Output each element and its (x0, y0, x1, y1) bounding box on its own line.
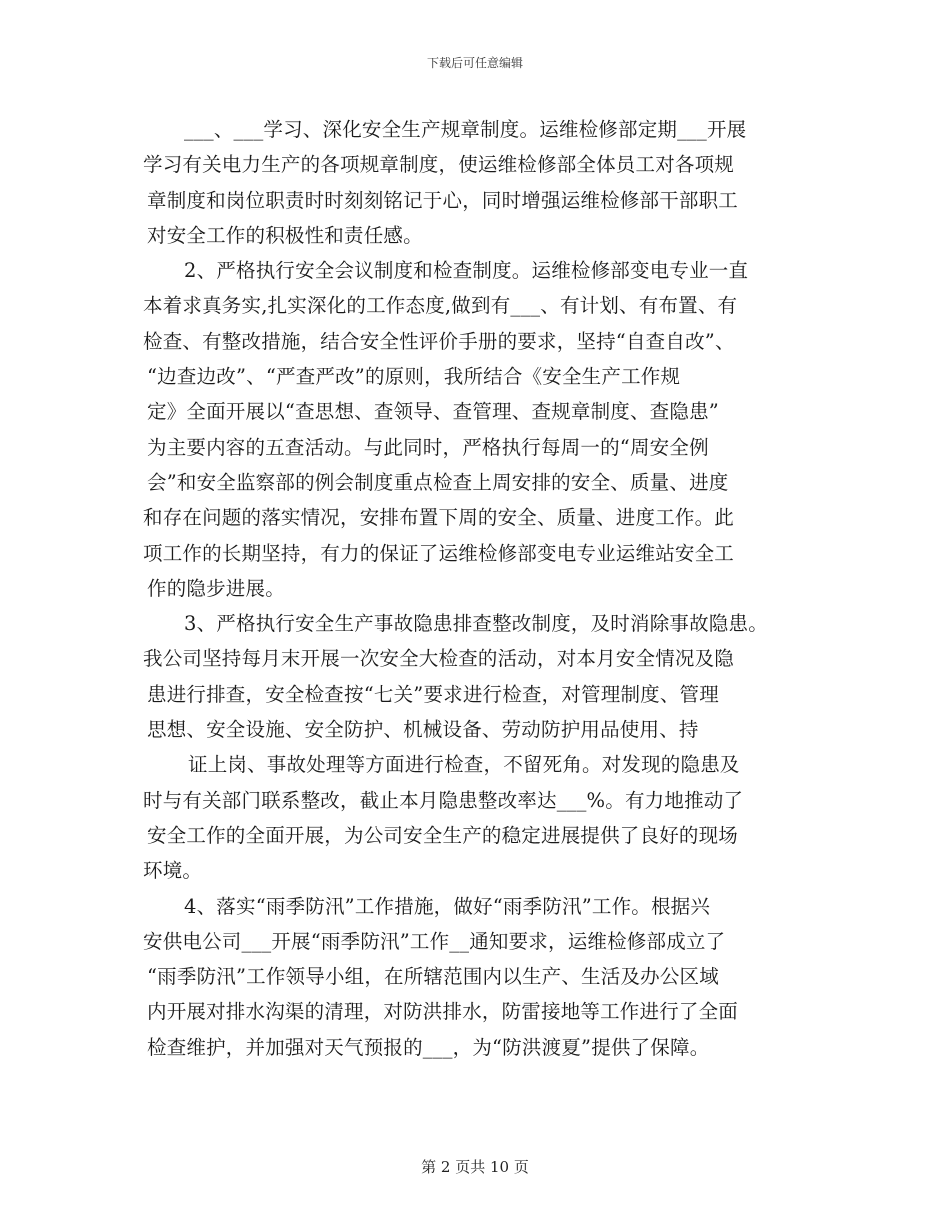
paragraph-1-line-3: 章制度和岗位职责时时刻刻铭记于心，同时增强运维检修部干部职工 (147, 188, 739, 212)
paragraph-2-line-10: 作的隐步进展。 (147, 576, 285, 600)
paragraph-3-line-5: 证上岗、事故处理等方面进行检查，不留死角。对发现的隐患及 (188, 753, 740, 777)
paragraph-3-line-3: 患进行排查，安全检查按“七关”要求进行检查，对管理制度、管理 (147, 682, 719, 706)
paragraph-3-line-7: 安全工作的全面开展，为公司安全生产的稳定进展提供了良好的现场 (147, 823, 739, 847)
paragraph-2-line-1: 2、严格执行安全会议制度和检查制度。运维检修部变电专业一直 (184, 259, 749, 283)
paragraph-2-line-2: 本着求真务实,扎实深化的工作态度,做到有___、有计划、有布置、有 (143, 294, 738, 318)
paragraph-2-line-9: 项工作的长期坚持，有力的保证了运维检修部变电专业运维站安全工 (143, 541, 735, 565)
paragraph-4-line-2: 安供电公司___开展“雨季防汛”工作__通知要求，运维检修部成立了 (143, 929, 726, 953)
paragraph-4-line-3: “雨季防汛”工作领导小组，在所辖范围内以生产、生活及办公区域 (147, 965, 719, 989)
paragraph-2-line-4: “边查边改”、“严查严改”的原则，我所结合《安全生产工作规 (147, 365, 681, 389)
paragraph-3-line-8: 环境。 (143, 859, 203, 883)
paragraph-4-line-5: 检查维护，并加强对天气预报的___，为“防洪渡夏”提供了保障。 (147, 1035, 710, 1059)
paragraph-3-line-1: 3、严格执行安全生产事故隐患排查整改制度，及时消除事故隐患。 (184, 612, 768, 636)
paragraph-2-line-6: 为主要内容的五查活动。与此同时，严格执行每周一的“周安全例 (147, 435, 709, 459)
paragraph-3-line-4: 思想、安全设施、安全防护、机械设备、劳动防护用品使用、持 (147, 718, 699, 742)
paragraph-2-line-7: 会”和安全监察部的例会制度重点检查上周安排的安全、质量、进度 (147, 470, 729, 494)
paragraph-2-line-8: 和存在问题的落实情况，安排布置下周的安全、质量、进度工作。此 (143, 506, 735, 530)
paragraph-2-line-3: 检查、有整改措施，结合安全性评价手册的要求，坚持“自查自改”、 (143, 329, 735, 353)
paragraph-2-line-5: 定》全面开展以“查思想、查领导、查管理、查规章制度、查隐患” (147, 400, 719, 424)
paragraph-3-line-6: 时与有关部门联系整改，截止本月隐患整改率达___%。有力地推动了 (143, 788, 744, 812)
document-body (143, 112, 833, 1065)
paragraph-1-line-2: 学习有关电力生产的各项规章制度，使运维检修部全体员工对各项规 (143, 153, 735, 177)
page-footer: 第 2 页共 10 页 (421, 1158, 529, 1176)
paragraph-4-line-4: 内开展对排水沟渠的清理，对防洪排水，防雷接地等工作进行了全面 (147, 1000, 739, 1024)
page-header: 下载后可任意编辑 (426, 56, 523, 70)
paragraph-1-line-1: ___、___学习、深化安全生产规章制度。运维检修部定期___开展 (184, 118, 747, 141)
paragraph-4-line-1: 4、落实“雨季防汛”工作措施，做好“雨季防汛”工作。根据兴 (184, 894, 711, 918)
paragraph-1-line-4: 对安全工作的积极性和责任感。 (147, 223, 423, 247)
paragraph-3-line-2: 我公司坚持每月末开展一次安全大检查的活动，对本月安全情况及隐 (143, 647, 735, 671)
